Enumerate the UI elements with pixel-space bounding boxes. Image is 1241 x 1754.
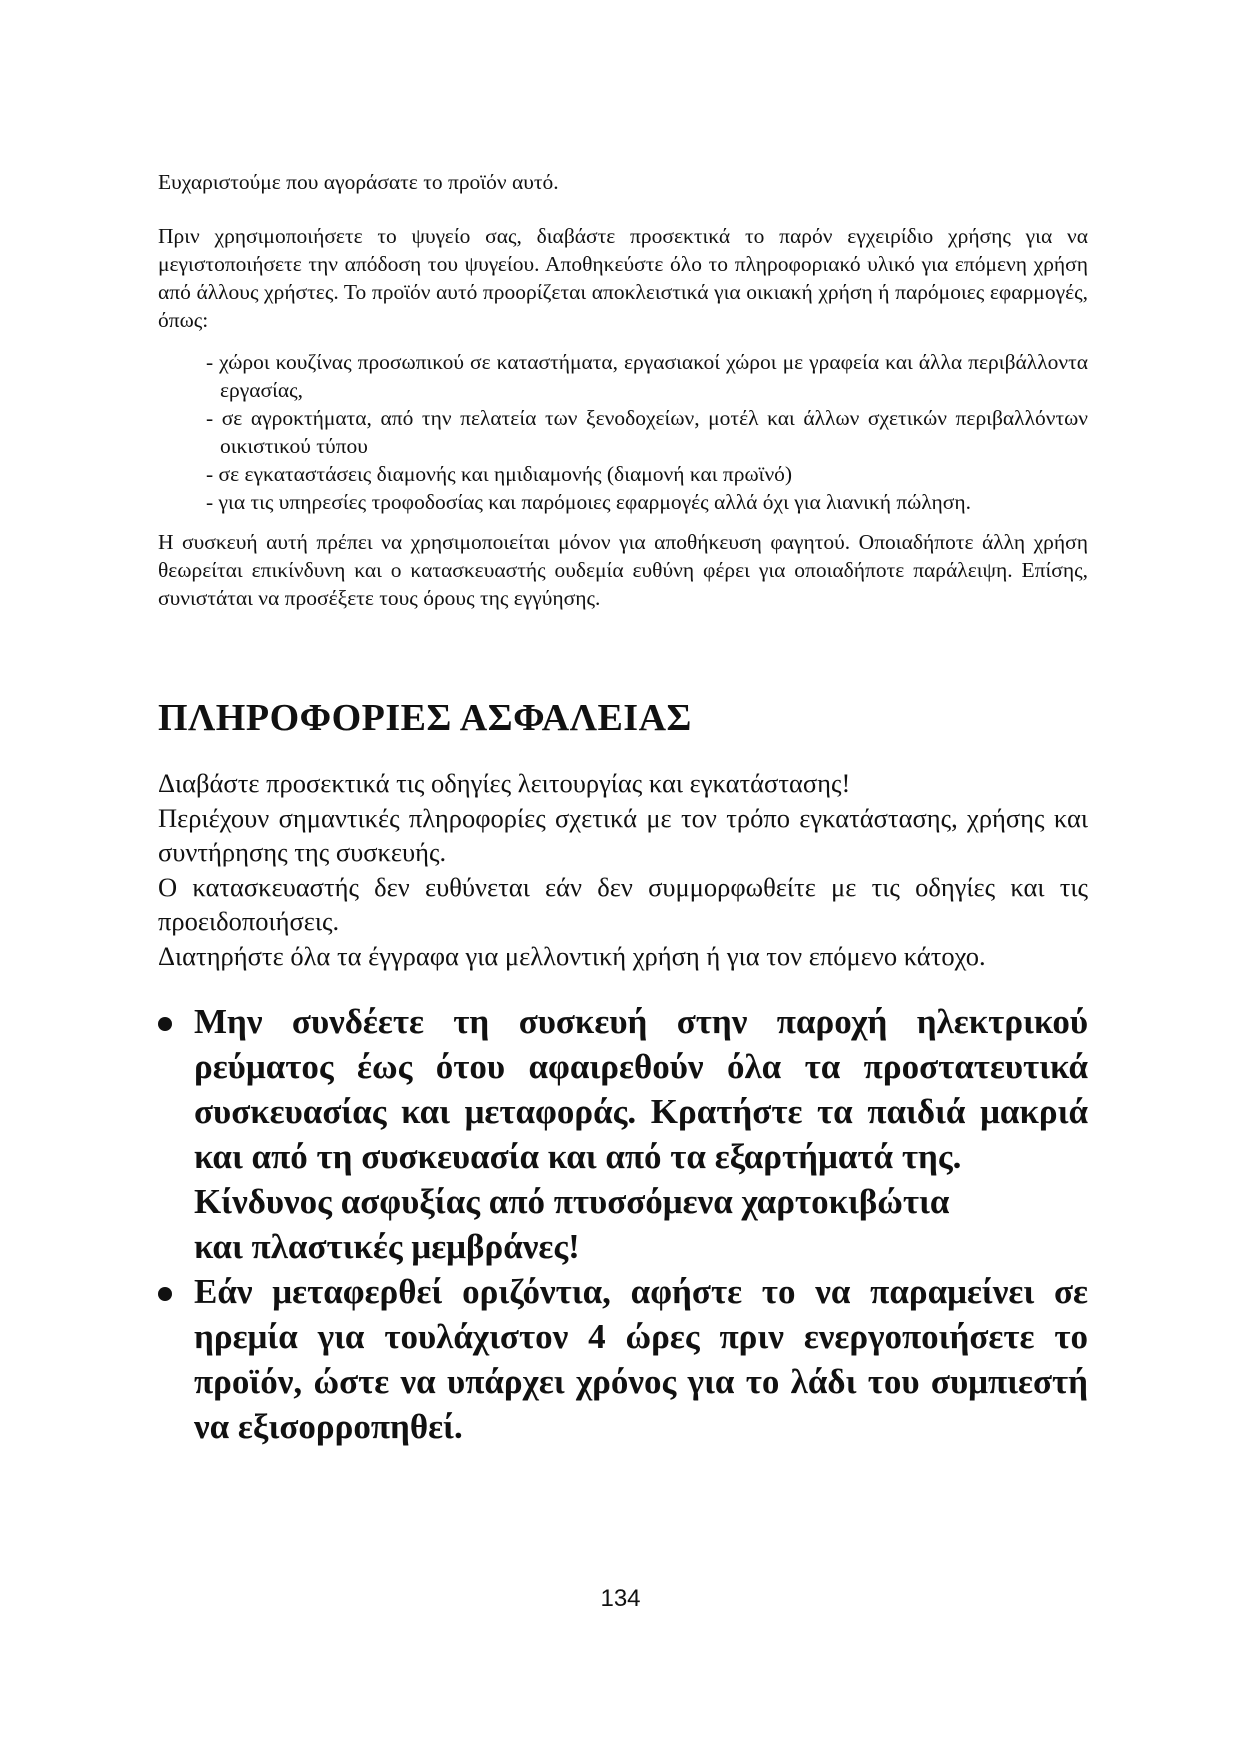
list-item: - σε εγκαταστάσεις διαμονής και ημιδιαμονής (διαμονή και πρωϊνό) (206, 462, 793, 486)
intro-paragraph: Πριν χρησιμοποιήσετε το ψυγείο σας, διαβάστε προσεκτικά το παρόν εγχειρίδιο χρήσης για να μεγιστοποιήσετε την απόδοση του ψυγείου. Αποθηκεύστε όλο το πληροφοριακό υλικό για επόμενη χρήση από άλλους χρήστες. Το προϊόν αυτό προορίζεται αποκλειστικά για οικιακή χρήση ή παρόμοιες εφαρμογές, όπως: (158, 224, 1088, 332)
warning-text: Εάν μεταφερθεί οριζόντια, αφήστε το να παραμείνει σε ηρεμία για τουλάχιστον 4 ώρες πριν ενεργοποιήσετε το προϊόν, ώστε να υπάρχει χρόνος για το λάδι του συμπιεστή να εξισορροπηθεί. (194, 1272, 1088, 1446)
safety-section-title: ΠΛΗΡΟΦΟΡΙΕΣ ΑΣΦΑΛΕΙΑΣ (158, 697, 692, 739)
safety-paragraph-important-info: Περιέχουν σημαντικές πληροφορίες σχετικά με τον τρόπο εγκατάστασης, χρήσης και συντήρησης της συσκευής. (158, 802, 1088, 867)
bullet-icon (158, 1017, 172, 1031)
bullet-icon (158, 1287, 172, 1301)
warning-item-transport (158, 1269, 1088, 1449)
safety-warnings-list (158, 999, 1088, 1449)
usage-note-paragraph: Η συσκευή αυτή πρέπει να χρησιμοποιείται μόνον για αποθήκευση φαγητού. Οποιαδήποτε άλλη χρήση θεωρείται επικίνδυνη και ο κατασκευαστής ουδεμία ευθύνη φέρει για οποιαδήποτε παράλειψη. Επίσης, συνιστάται να προσέξετε τους όρους της εγγύησης. (158, 530, 1088, 610)
list-item: - σε αγροκτήματα, από την πελατεία των ξενοδοχείων, μοτέλ και άλλων σχετικών περιβαλλόντων οικιστικού τύπου (206, 406, 1088, 458)
warning-suffocation-line: και πλαστικές μεμβράνες! (194, 1227, 580, 1266)
intro-thanks-text: Ευχαριστούμε που αγοράσατε το προϊόν αυτό. (158, 170, 559, 194)
warning-text: Μην συνδέετε τη συσκευή στην παροχή ηλεκτρικού ρεύματος έως ότου αφαιρεθούν όλα τα προστατευτικά συσκευασίας και μεταφοράς. Κρατήστε τα παιδιά μακριά και από τη συσκευασία και από τα εξαρτήματά της. (194, 1002, 1088, 1176)
safety-paragraph-liability: Ο κατασκευαστής δεν ευθύνεται εάν δεν συμμορφωθείτε με τις οδηγίες και τις προειδοποιήσεις. (158, 871, 1088, 936)
page-number: 134 (600, 1585, 641, 1612)
warning-suffocation-line: Κίνδυνος ασφυξίας από πτυσσόμενα χαρτοκιβώτια (194, 1182, 950, 1221)
warning-item-packaging (158, 999, 1088, 1269)
intended-uses-list (158, 348, 1088, 516)
safety-paragraph-keep-documents: Διατηρήστε όλα τα έγγραφα για μελλοντική χρήση ή για τον επόμενο κάτοχο. (158, 940, 986, 971)
list-item: - χώροι κουζίνας προσωπικού σε καταστήματα, εργασιακοί χώροι με γραφεία και άλλα περιβάλλοντα εργασίας, (206, 350, 1088, 402)
manual-page (158, 168, 1088, 1449)
list-item: - για τις υπηρεσίες τροφοδοσίας και παρόμοιες εφαρμογές αλλά όχι για λιανική πώληση. (206, 490, 972, 514)
safety-paragraph-read-instructions: Διαβάστε προσεκτικά τις οδηγίες λειτουργίας και εγκατάστασης! (158, 768, 851, 798)
